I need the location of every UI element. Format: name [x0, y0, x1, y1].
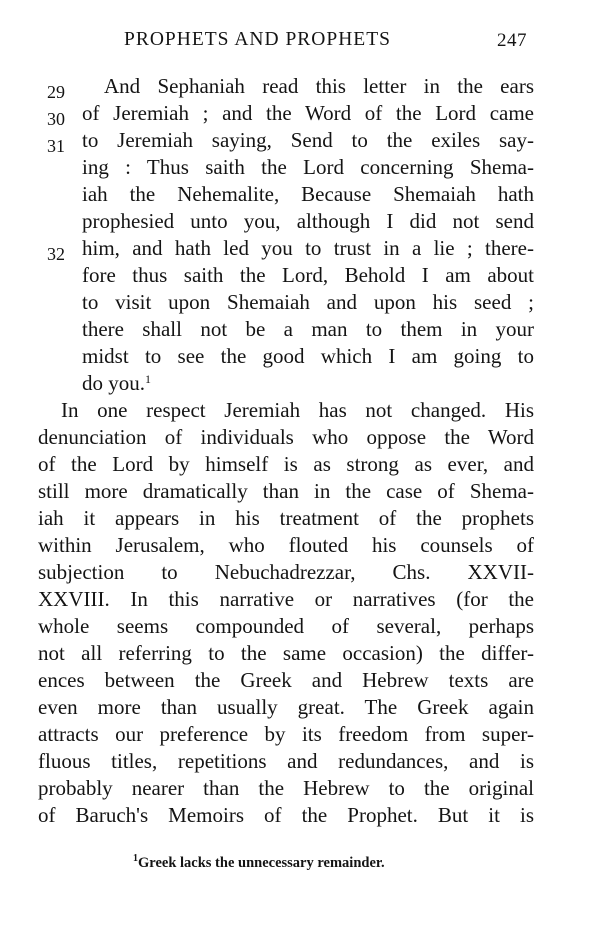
paragraph-line: XXVIII. In this narrative or narratives (for the	[38, 587, 534, 611]
paragraph-line: attracts our preference by its freedom from super-	[38, 722, 534, 746]
verse-number: 32	[47, 244, 65, 264]
quote-line: midst to see the good which I am going to	[82, 344, 534, 368]
paragraph-line: ences between the Greek and Hebrew texts are	[38, 668, 534, 692]
footnote-marker: 1	[133, 853, 138, 864]
paragraph-line: of the Lord by himself is as strong as ever, and	[38, 452, 534, 476]
paragraph-line: even more than usually great. The Greek again	[38, 695, 534, 719]
footnote-reference: 1	[145, 372, 151, 386]
footnote	[133, 855, 385, 872]
quote-line: ing : Thus saith the Lord concerning Shema-	[82, 155, 534, 179]
quote-line: prophesied unto you, although I did not send	[82, 209, 534, 233]
quote-line: there shall not be a man to them in your	[82, 317, 534, 341]
running-head-title: PROPHETS AND PROPHETS	[124, 29, 391, 50]
paragraph-line: fluous titles, repetitions and redundances, and is	[38, 749, 534, 773]
verse-number: 31	[47, 136, 65, 156]
page-number: 247	[497, 30, 527, 51]
paragraph-line: within Jerusalem, who flouted his counsels of	[38, 533, 534, 557]
quote-line	[82, 373, 534, 394]
quote-line: And Sephaniah read this letter in the ears	[104, 74, 534, 98]
paragraph-line: denunciation of individuals who oppose the Word	[38, 425, 534, 449]
quote-line: to visit upon Shemaiah and upon his seed ;	[82, 290, 534, 314]
quote-line: iah the Nehemalite, Because Shemaiah hath	[82, 182, 534, 206]
quote-line: him, and hath led you to trust in a lie ; there-	[82, 236, 534, 260]
running-head	[0, 29, 612, 55]
paragraph-line: probably nearer than the Hebrew to the original	[38, 776, 534, 800]
quote-line: to Jeremiah saying, Send to the exiles say-	[82, 128, 534, 152]
paragraph-line: subjection to Nebuchadrezzar, Chs. XXVII-	[38, 560, 534, 584]
footnote-text: Greek lacks the unnecessary remainder.	[138, 855, 385, 871]
paragraph-line: whole seems compounded of several, perhaps	[38, 614, 534, 638]
quote-line-text: do you.	[82, 371, 145, 395]
paragraph-line: still more dramatically than in the case of Shema-	[38, 479, 534, 503]
verse-number: 30	[47, 109, 65, 129]
paragraph-line: of Baruch's Memoirs of the Prophet. But it is	[38, 803, 534, 827]
paragraph-line: In one respect Jeremiah has not changed. His	[61, 398, 534, 422]
paragraph-line: iah it appears in his treatment of the prophets	[38, 506, 534, 530]
quote-line: fore thus saith the Lord, Behold I am about	[82, 263, 534, 287]
verse-number: 29	[47, 82, 65, 102]
quote-line: of Jeremiah ; and the Word of the Lord came	[82, 101, 534, 125]
paragraph-line: not all referring to the same occasion) the differ-	[38, 641, 534, 665]
